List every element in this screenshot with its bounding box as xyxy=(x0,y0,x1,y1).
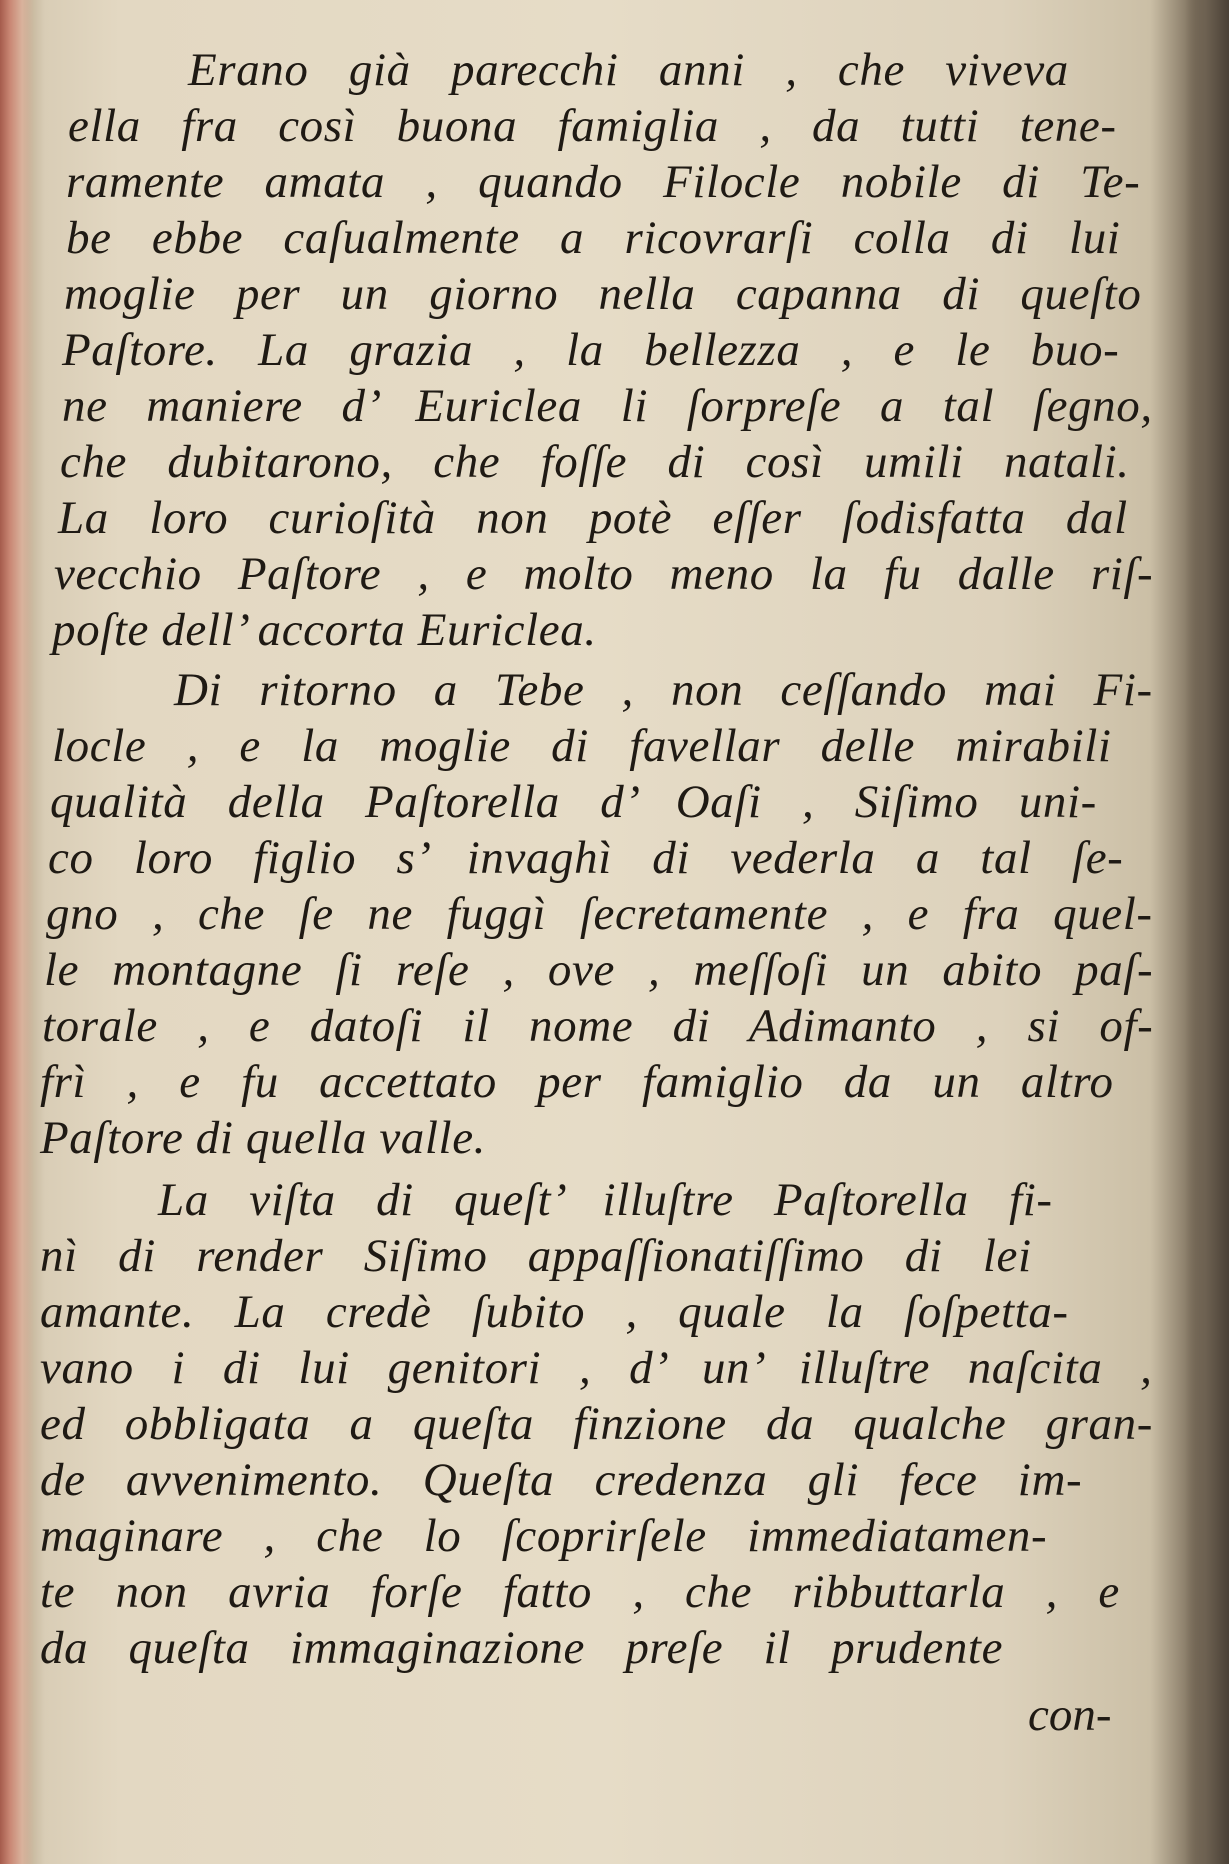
text-line: vano i di lui genitori , d’ un’ illuſtre naſcita , xyxy=(40,1342,1153,1394)
text-line: La loro curioſità non potè eſſer ſodisfatta dal xyxy=(58,492,1128,544)
text-line: ella fra così buona famiglia , da tutti tene- xyxy=(68,100,1117,152)
text-line: moglie per un giorno nella capanna di queſto xyxy=(64,268,1142,320)
text-line: torale , e datoſi il nome di Adimanto , si of- xyxy=(42,1000,1154,1052)
text-line: be ebbe caſualmente a ricovrarſi colla di lui xyxy=(66,212,1121,264)
text-line: co loro figlio s’ invaghì di vederla a tal ſe- xyxy=(48,832,1124,884)
text-line: nì di render Siſimo appaſſionatiſſimo di lei xyxy=(40,1230,1032,1282)
text-line: Di ritorno a Tebe , non ceſſando mai Fi- xyxy=(174,664,1153,716)
text-line: maginare , che lo ſcoprirſele immediatamen- xyxy=(40,1510,1048,1562)
text-line: frì , e fu accettato per famiglio da un altro xyxy=(40,1056,1114,1108)
text-line: te non avria forſe fatto , che ribbuttarla , e xyxy=(40,1566,1120,1618)
text-line: vecchio Paſtore , e molto meno la fu dalle riſ- xyxy=(54,548,1154,600)
text-line: ramente amata , quando Filocle nobile di Te- xyxy=(66,156,1141,208)
text-line: qualità della Paſtorella d’ Oaſi , Siſimo uni- xyxy=(50,776,1097,828)
text-line: da queſta immaginazione preſe il prudente xyxy=(40,1622,1004,1674)
text-line: le montagne ſi reſe , ove , meſſoſi un abito paſ- xyxy=(44,944,1154,996)
text-line: locle , e la moglie di favellar delle mirabili xyxy=(52,720,1112,772)
text-line: Paſtore. La grazia , la bellezza , e le buo- xyxy=(62,324,1120,376)
catchword: con- xyxy=(1028,1689,1112,1741)
page-text-block xyxy=(18,40,1168,1850)
text-line: de avvenimento. Queſta credenza gli fece im- xyxy=(40,1454,1083,1506)
page-edge-right xyxy=(1185,0,1229,1864)
text-line: La viſta di queſt’ illuſtre Paſtorella fi- xyxy=(158,1174,1053,1226)
text-line: amante. La credè ſubito , quale la ſoſpetta- xyxy=(40,1286,1069,1338)
text-line: ed obbligata a queſta finzione da qualche gran- xyxy=(40,1398,1154,1450)
text-line: Paſtore di quella valle. xyxy=(40,1112,487,1164)
text-line: gno , che ſe ne fuggì ſecretamente , e fra quel- xyxy=(46,888,1153,940)
text-line: ne maniere d’ Euriclea li ſorpreſe a tal ſegno, xyxy=(62,380,1153,432)
text-line: che dubitarono, che foſſe di così umili natali. xyxy=(60,436,1130,488)
text-line: Erano già parecchi anni , che viveva xyxy=(188,44,1069,96)
text-line: poſte dell’ accorta Euriclea. xyxy=(52,604,597,656)
